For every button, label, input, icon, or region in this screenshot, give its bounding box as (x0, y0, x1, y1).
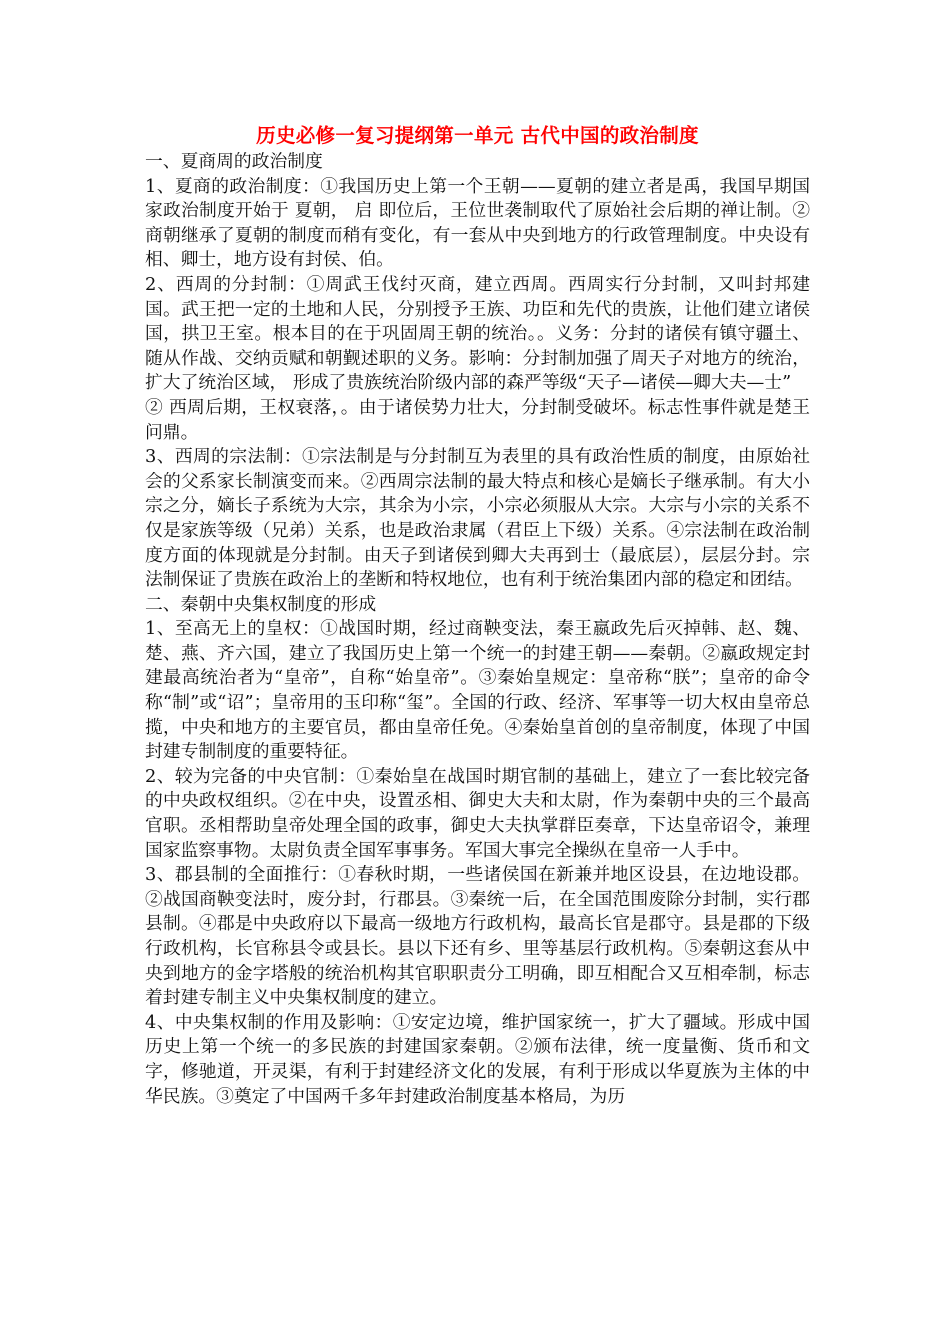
paragraph: ② 西周后期，王权衰落，。由于诸侯势力壮大，分封制受破坏。标志性事件就是楚王问鼎。 (145, 396, 810, 443)
document-page (145, 122, 810, 1109)
paragraph: 3、西周的宗法制：①宗法制是与分封制互为表里的具有政治性质的制度，由原始社会的父系家长制演变而来。②西周宗法制的最大特点和核心是嫡长子继承制。有大小宗之分，嫡长子系统为大宗，其余为小宗，小宗必须服从大宗。大宗与小宗的关系不仅是家族等级（兄弟）关系，也是政治隶属（君臣上下级）关系。④宗法制在政治制度方面的体现就是分封制。由天子到诸侯到卿大夫再到士（最底层），层层分封。宗法制保证了贵族在政治上的垄断和特权地位，也有利于统治集团内部的稳定和团结。 (145, 446, 810, 591)
paragraph: 2、较为完备的中央官制：①秦始皇在战国时期官制的基础上，建立了一套比较完备的中央政权组织。②在中央，设置丞相、御史大夫和太尉，作为秦朝中央的三个最高官职。丞相帮助皇帝处理全国的政事，御史大夫执掌群臣奏章，下达皇帝诏令，兼理国家监察事物。太尉负责全国军事事务。军国大事完全操纵在皇帝一人手中。 (145, 765, 810, 861)
paragraph: 4、中央集权制的作用及影响：①安定边境，维护国家统一，扩大了疆域。形成中国历史上第一个统一的多民族的封建国家秦朝。②颁布法律，统一度量衡、货币和文字，修驰道，开灵渠，有利于封建经济文化的发展，有利于形成以华夏族为主体的中华民族。③奠定了中国两千多年封建政治制度基本格局，为历 (145, 1011, 810, 1107)
section-heading: 一、夏商周的政治制度 (145, 151, 323, 172)
paragraph: 1、至高无上的皇权：①战国时期，经过商鞅变法，秦王嬴政先后灭掉韩、赵、魏、楚、燕、齐六国，建立了我国历史上第一个统一的封建王朝——秦朝。②嬴政规定封建最高统治者为“皇帝”，自称“始皇帝”。③秦始皇规定：皇帝称“朕”；皇帝的命令称“制”或“诏”；皇帝用的玉印称“玺”。全国的行政、经济、军事等一切大权由皇帝总揽，中央和地方的主要官员，都由皇帝任免。④秦始皇首创的皇帝制度，体现了中国封建专制制度的重要特征。 (145, 618, 810, 763)
paragraph: 1、夏商的政治制度：①我国历史上第一个王朝——夏朝的建立者是禹，我国早期国家政治制度开始于 夏朝， 启 即位后，王位世袭制取代了原始社会后期的禅让制。②商朝继承了夏朝的制度而稍有变化，有一套从中央到地方的行政管理制度。中央设有相、卿士，地方设有封侯、伯。 (145, 175, 810, 271)
document-title: 历史必修一复习提纲第一单元 古代中国的政治制度 (256, 124, 699, 147)
section-heading: 二、秦朝中央集权制度的形成 (145, 593, 377, 615)
paragraph: 3、郡县制的全面推行：①春秋时期，一些诸侯国在新兼并地区设县，在边地设郡。②战国商鞅变法时，废分封，行郡县。③秦统一后，在全国范围废除分封制，实行郡县制。④郡是中央政府以下最高一级地方行政机构，最高长官是郡守。县是郡的下级行政机构，长官称县令或县长。县以下还有乡、里等基层行政机构。⑤秦朝这套从中央到地方的金字塔般的统治机构其官职职责分工明确，即互相配合又互相牵制，标志着封建专制主义中央集权制度的建立。 (145, 864, 810, 1009)
paragraph: 2、西周的分封制：①周武王伐纣灭商，建立西周。西周实行分封制，又叫封邦建国。武王把一定的土地和人民，分别授予王族、功臣和先代的贵族，让他们建立诸侯国，拱卫王室。根本目的在于巩固周王朝的统治。。义务：分封的诸侯有镇守疆土、随从作战、交纳贡赋和朝觐述职的义务。影响：分封制加强了周天子对地方的统治，扩大了统治区域， 形成了贵族统治阶级内部的森严等级“天子—诸侯—卿大夫—士” (145, 273, 810, 394)
document-body (145, 150, 810, 1109)
